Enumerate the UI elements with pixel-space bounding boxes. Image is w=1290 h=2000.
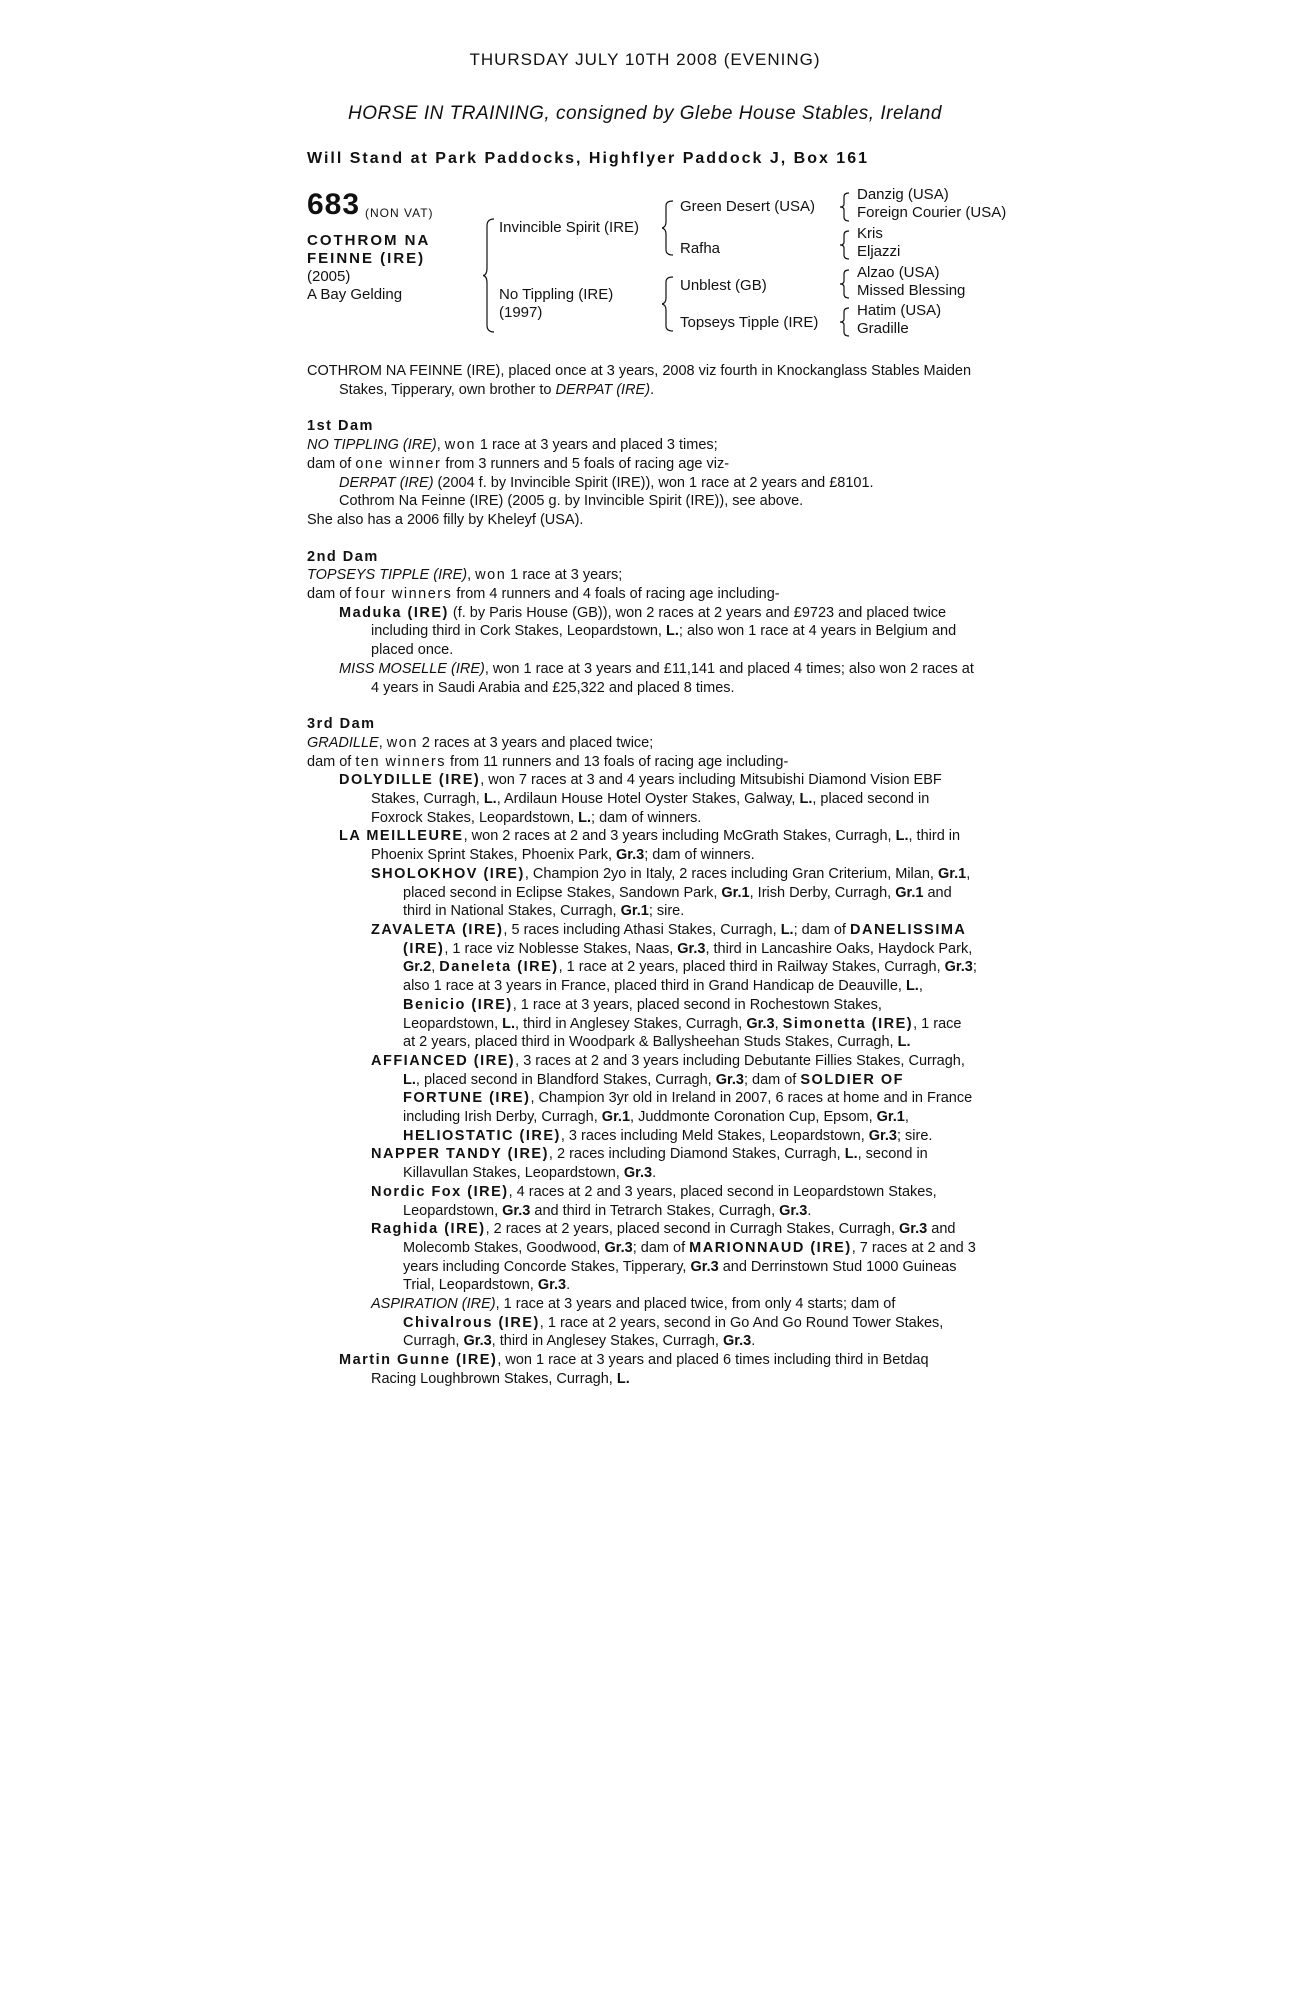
first-dam-foal-2: Cothrom Na Feinne (IRE) (2005 g. by Invincible Spirit (IRE)), see above. (339, 493, 804, 510)
first-dam-heading: 1st Dam (307, 418, 374, 435)
sire-dam-name: Rafha (680, 240, 721, 257)
pedigree-table (307, 188, 1087, 348)
sire-sire-name: Green Desert (USA) (680, 198, 816, 215)
horse-description: A Bay Gelding (307, 286, 403, 303)
third-dam-produce-summary: dam of ten winners from 11 runners and 13 foals of racing age including- (307, 753, 789, 770)
intro-paragraph: COTHROM NA FEINNE (IRE), placed once at 3 years, 2008 viz fourth in Knockanglass Stables Maiden Stakes, Tipperary, own brother to DERPAT (IRE). (307, 363, 972, 398)
horse-name-line1: COTHROM NA (307, 232, 431, 249)
ds-dam-name: Missed Blessing (857, 282, 966, 299)
horse-foaling-year: (2005) (307, 268, 351, 285)
first-dam-produce-summary: dam of one winner from 3 runners and 5 foals of racing age viz- (307, 455, 730, 472)
second-dam-heading: 2nd Dam (307, 548, 379, 565)
brace-gg-4 (840, 307, 850, 337)
brace-dam-line (662, 276, 674, 332)
second-dam-produce-summary: dam of four winners from 4 runners and 4 foals of racing age including- (307, 586, 780, 603)
lot-number: 683 (307, 188, 361, 221)
second-dam-foal-2: MISS MOSELLE (IRE), won 1 race at 3 years and £11,141 and placed 4 times; also won 2 races at 4 years in Saudi Arabia and £25,322 and placed 8 times. (339, 660, 974, 696)
grandfoal-napper-tandy: NAPPER TANDY (IRE), 2 races including Diamond Stakes, Curragh, L., second in Killavullan Stakes, Leopardstown, Gr.3. (371, 1146, 928, 1182)
sd-sire-name: Kris (857, 225, 883, 242)
dam-year: (1997) (499, 304, 543, 321)
third-dam-record: GRADILLE, won 2 races at 3 years and placed twice; (307, 734, 654, 751)
brace-first-generation (483, 218, 495, 333)
pedigree-notes (307, 362, 977, 1389)
ss-sire-name: Danzig (USA) (857, 186, 949, 203)
brace-gg-1 (840, 192, 850, 222)
brace-gg-2 (840, 230, 850, 260)
first-dam-record: NO TIPPLING (IRE), won 1 race at 3 years and placed 3 times; (307, 437, 718, 454)
grandfoal-raghida: Raghida (IRE), 2 races at 2 years, placed second in Curragh Stakes, Curragh, Gr.3 and Molecomb Stakes, Goodwood, Gr.3; dam of MARIONNAUD (IRE), 7 races at 2 and 3 years including Concorde Stakes, Tipperary, Gr.3 and Derrinstown Stud 1000 Guineas Trial, Leopardstown, Gr.3. (371, 1221, 976, 1294)
sale-date-heading: THURSDAY JULY 10TH 2008 (EVENING) (469, 50, 821, 69)
brace-sire-line (662, 200, 674, 256)
dd-dam-name: Gradille (857, 320, 909, 337)
grandfoal-nordic-fox: Nordic Fox (IRE), 4 races at 2 and 3 years, placed second in Leopardstown Stakes, Leopardstown, Gr.3 and third in Tetrarch Stakes, Curragh, Gr.3. (371, 1183, 937, 1219)
grandfoal-sholokhov: SHOLOKHOV (IRE), Champion 2yo in Italy, 2 races including Gran Criterium, Milan, Gr.1, placed second in Eclipse Stakes, Sandown Park, Gr.1, Irish Derby, Curragh, Gr.1 and third in National Stakes, Curragh, Gr.1; sire. (371, 865, 971, 920)
third-dam-foal-la-meilleure: LA MEILLEURE, won 2 races at 2 and 3 years including McGrath Stakes, Curragh, L., third in Phoenix Sprint Stakes, Phoenix Park, Gr.3; dam of winners. (339, 828, 961, 864)
ss-dam-name: Foreign Courier (USA) (857, 204, 1007, 221)
brace-gg-3 (840, 269, 850, 299)
ds-sire-name: Alzao (USA) (857, 264, 940, 281)
grandfoal-affianced: AFFIANCED (IRE), 3 races at 2 and 3 years including Debutante Fillies Stakes, Curragh, L., placed second in Blandford Stakes, Curragh, Gr.3; dam of SOLDIER OF FORTUNE (IRE), Champion 3yr old in Ireland in 2007, 6 races at home and in France including Irish Derby, Curragh, Gr.1, Juddmonte Coronation Cup, Epsom, Gr.1, HELIOSTATIC (IRE), 3 races including Meld Stakes, Leopardstown, Gr.3; sire. (371, 1052, 973, 1144)
dam-sire-name: Unblest (GB) (680, 277, 767, 294)
second-dam-record: TOPSEYS TIPPLE (IRE), won 1 race at 3 years; (307, 567, 623, 584)
vat-status: (NON VAT) (365, 206, 434, 220)
third-dam-foal-martin-gunne: Martin Gunne (IRE), won 1 race at 3 years and placed 6 times including third in Betdaq Racing Loughbrown Stakes, Curragh, L. (339, 1352, 929, 1387)
grandfoal-aspiration: ASPIRATION (IRE), 1 race at 3 years and placed twice, from only 4 starts; dam of Chivalrous (IRE), 1 race at 2 years, second in Go And Go Round Tower Stakes, Curragh, Gr.3, third in Anglesey Stakes, Curragh, Gr.3. (371, 1296, 944, 1350)
dd-sire-name: Hatim (USA) (857, 302, 942, 319)
dam-name: No Tippling (IRE) (499, 286, 614, 303)
first-dam-foal-1: DERPAT (IRE) (2004 f. by Invincible Spirit (IRE)), won 1 race at 2 years and £8101. (339, 474, 874, 491)
sd-dam-name: Eljazzi (857, 243, 901, 260)
consignment-line: HORSE IN TRAINING, consigned by Glebe House Stables, Ireland (348, 103, 942, 124)
sire-name: Invincible Spirit (IRE) (499, 219, 640, 236)
second-dam-foal-1: Maduka (IRE) (f. by Paris House (GB)), won 2 races at 2 years and £9723 and placed twice including third in Cork Stakes, Leopardstown, L.; also won 1 race at 4 years in Belgium and placed once. (339, 604, 957, 659)
dam-dam-name: Topseys Tipple (IRE) (680, 314, 819, 331)
third-dam-foal-dolydille: DOLYDILLE (IRE), won 7 races at 3 and 4 years including Mitsubishi Diamond Vision EBF Stakes, Curragh, L., Ardilaun House Hotel Oyster Stakes, Galway, L., placed second in Foxrock Stakes, Leopardstown, L.; dam of winners. (339, 772, 942, 826)
stand-location: Will Stand at Park Paddocks, Highflyer Paddock J, Box 161 (307, 150, 869, 167)
horse-name-line2: FEINNE (IRE) (307, 250, 426, 267)
first-dam-also: She also has a 2006 filly by Kheleyf (USA). (307, 511, 584, 528)
third-dam-heading: 3rd Dam (307, 716, 376, 733)
grandfoal-zavaleta: ZAVALETA (IRE), 5 races including Athasi Stakes, Curragh, L.; dam of DANELISSIMA (IRE), 1 race viz Noblesse Stakes, Naas, Gr.3, third in Lancashire Oaks, Haydock Park, Gr.2, Daneleta (IRE), 1 race at 2 years, placed third in Railway Stakes, Curragh, Gr.3; also 1 race at 3 years in France, placed third in Grand Handicap de Deauville, L., Benicio (IRE), 1 race at 3 years, placed second in Rochestown Stakes, Leopardstown, L., third in Anglesey Stakes, Curragh, Gr.3, Simonetta (IRE), 1 race at 2 years, placed third in Woodpark & Ballysheehan Studs Stakes, Curragh, L. (371, 921, 977, 1051)
